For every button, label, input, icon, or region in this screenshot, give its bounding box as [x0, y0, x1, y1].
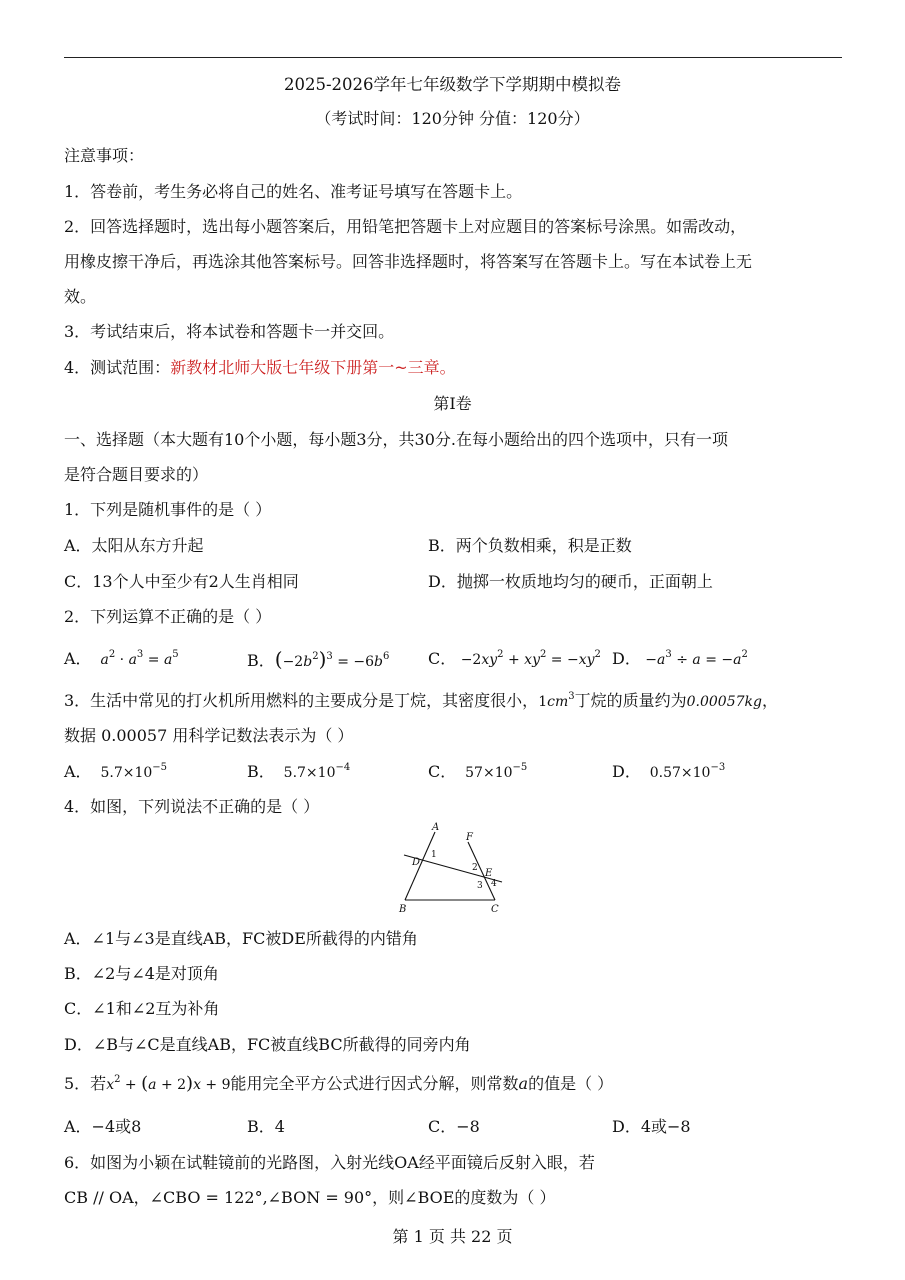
- q3-option-a-value: $5.7\times 10^{-5}$: [91, 762, 168, 781]
- q3-option-b-label: B．: [247, 762, 275, 781]
- q2-option-c: [428, 648, 601, 673]
- q4-stem: 4．如图，下列说法不正确的是（ ）: [64, 797, 320, 816]
- notice-item-4-label: 4．测试范围：: [64, 358, 171, 377]
- label-a: A: [432, 822, 440, 833]
- q2-option-c-formula: $-2xy^2 + xy^2 = -xy^2$: [456, 649, 601, 668]
- q3-option-d-label: D．: [612, 762, 641, 781]
- q2-option-c-label: C．: [428, 649, 457, 668]
- q2-stem: 2．下列运算不正确的是（ ）: [64, 607, 272, 626]
- q2-option-a: [64, 648, 179, 673]
- q4-option-d: D．∠B与∠C是直线AB，FC被直线BC所截得的同旁内角: [64, 1035, 471, 1054]
- q3-stem-part-1: 3．生活中常见的打火机所用燃料的主要成分是丁烷，其密度很小，: [64, 691, 539, 710]
- q5-stem: [64, 1073, 613, 1098]
- q2-option-a-formula: $a^2 \cdot a^3 = a^5$: [100, 649, 179, 668]
- q2-option-d: [612, 648, 748, 673]
- angle-label-3: 3: [477, 881, 483, 891]
- q5-stem-part-2: 能用完全平方公式进行因式分解，则常数: [230, 1074, 519, 1093]
- page-title: 2025-2026学年七年级数学下学期期中模拟卷: [283, 75, 622, 94]
- q3-stem-line-1: 3．生活中常见的打火机所用燃料的主要成分是丁烷，其密度很小，$1cm^3$丁烷的质量约为0.00057kg，: [64, 691, 778, 710]
- q1-option-a: A．太阳从东方升起: [64, 536, 204, 555]
- part-heading: 第Ⅰ卷: [433, 394, 472, 413]
- q5-stem-part-1: 5．若: [64, 1074, 107, 1093]
- q5-option-a: A．−4或8: [64, 1117, 142, 1136]
- q3-option-a-label: A．: [64, 762, 92, 781]
- q3-option-c-label: C．: [428, 762, 457, 781]
- q1-stem: 1．下列是随机事件的是（ ）: [64, 500, 272, 519]
- q5-option-b: B．4: [247, 1117, 285, 1136]
- q5-option-d: D．4或−8: [612, 1117, 691, 1136]
- q2-option-b-formula: $(-2b^2)^3 = -6b^6$: [274, 647, 390, 671]
- q3-option-d: [612, 761, 725, 786]
- notice-item-3: 3．考试结束后，将本试卷和答题卡一并交回。: [64, 322, 395, 341]
- notice-item-4: [64, 357, 456, 379]
- q1-option-c: C．13个人中至少有2人生肖相同: [64, 572, 299, 591]
- angle-label-4: 4: [491, 879, 497, 889]
- q3-mass-value: 0.00057kg: [686, 694, 762, 710]
- q3-stem-line-2: 数据 0.00057 用科学记数法表示为（ ）: [64, 726, 354, 745]
- q4-option-c: C．∠1和∠2互为补角: [64, 999, 220, 1018]
- label-f: F: [466, 832, 473, 843]
- label-c: C: [491, 904, 499, 915]
- q1-option-d: D．抛掷一枚质地均匀的硬币，正面朝上: [428, 572, 713, 591]
- q1-option-b: B．两个负数相乘，积是正数: [428, 536, 632, 555]
- notice-item-1: 1．答卷前，考生务必将自己的姓名、准考证号填写在答题卡上。: [64, 182, 523, 201]
- q2-option-b: [247, 648, 389, 675]
- notice-item-2-line-3: 效。: [64, 287, 97, 306]
- q2-option-a-label: A．: [64, 649, 92, 668]
- q6-stem-line-1: 6．如图为小颖在试鞋镜前的光路图，入射光线OA经平面镜后反射入眼，若: [64, 1153, 595, 1172]
- label-e: E: [485, 868, 493, 879]
- q5-stem-part-3: 的值是（ ）: [528, 1074, 614, 1093]
- q3-option-c-value: $57\times 10^{-5}$: [456, 762, 528, 781]
- q3-volume-unit: $1cm^3$: [538, 691, 575, 710]
- q4-option-a: A．∠1与∠3是直线AB，FC被DE所截得的内错角: [64, 929, 418, 948]
- q2-option-d-label: D．: [612, 649, 641, 668]
- label-b: B: [399, 904, 407, 915]
- exam-info: （考试时间：120分钟 分值：120分）: [315, 109, 590, 128]
- notice-heading: 注意事项：: [64, 146, 145, 165]
- angle-label-1: 1: [431, 850, 437, 860]
- q6-stem-line-2: CB // OA，∠CBO = 122°,∠BON = 90°，则∠BOE的度数为（ ）: [64, 1188, 556, 1207]
- section-heading-line-1: 一、选择题（本大题有10个小题，每小题3分，共30分.在每小题给出的四个选项中，只有一项: [64, 430, 728, 449]
- q2-option-b-label: B．: [247, 651, 275, 670]
- q3-option-a: [64, 761, 167, 786]
- label-d: D: [412, 857, 421, 868]
- q3-option-b: [247, 761, 350, 786]
- q5-option-c: C．−8: [428, 1117, 480, 1136]
- q3-option-d-value: $0.57\times 10^{-3}$: [640, 762, 726, 781]
- q3-option-c: [428, 761, 527, 786]
- q4-geometry-figure: [390, 820, 515, 920]
- notice-item-2-line-2: 用橡皮擦干净后，再选涂其他答案标号。回答非选择题时，将答案写在答题卡上。写在本试卷上无: [64, 252, 753, 271]
- q2-option-d-formula: $-a^3 \div a = -a^2$: [640, 649, 748, 668]
- q3-option-b-value: $5.7\times 10^{-4}$: [274, 762, 351, 781]
- q3-stem-part-2: 丁烷的质量约为: [574, 691, 687, 710]
- page-footer: 第 1 页 共 22 页: [392, 1227, 513, 1246]
- section-heading-line-2: 是符合题目要求的）: [64, 465, 209, 484]
- notice-item-2-line-1: 2．回答选择题时，选出每小题答案后，用铅笔把答题卡上对应题目的答案标号涂黑。如需改动，: [64, 217, 747, 236]
- q5-expression: $x^2 + (a + 2)x + 9$: [106, 1073, 231, 1094]
- q5-variable: a: [518, 1074, 529, 1093]
- test-scope: 新教材北师大版七年级下册第一~三章。: [170, 358, 456, 377]
- q4-option-b: B．∠2与∠4是对顶角: [64, 964, 219, 983]
- header-rule: [64, 57, 842, 58]
- angle-label-2: 2: [472, 863, 478, 873]
